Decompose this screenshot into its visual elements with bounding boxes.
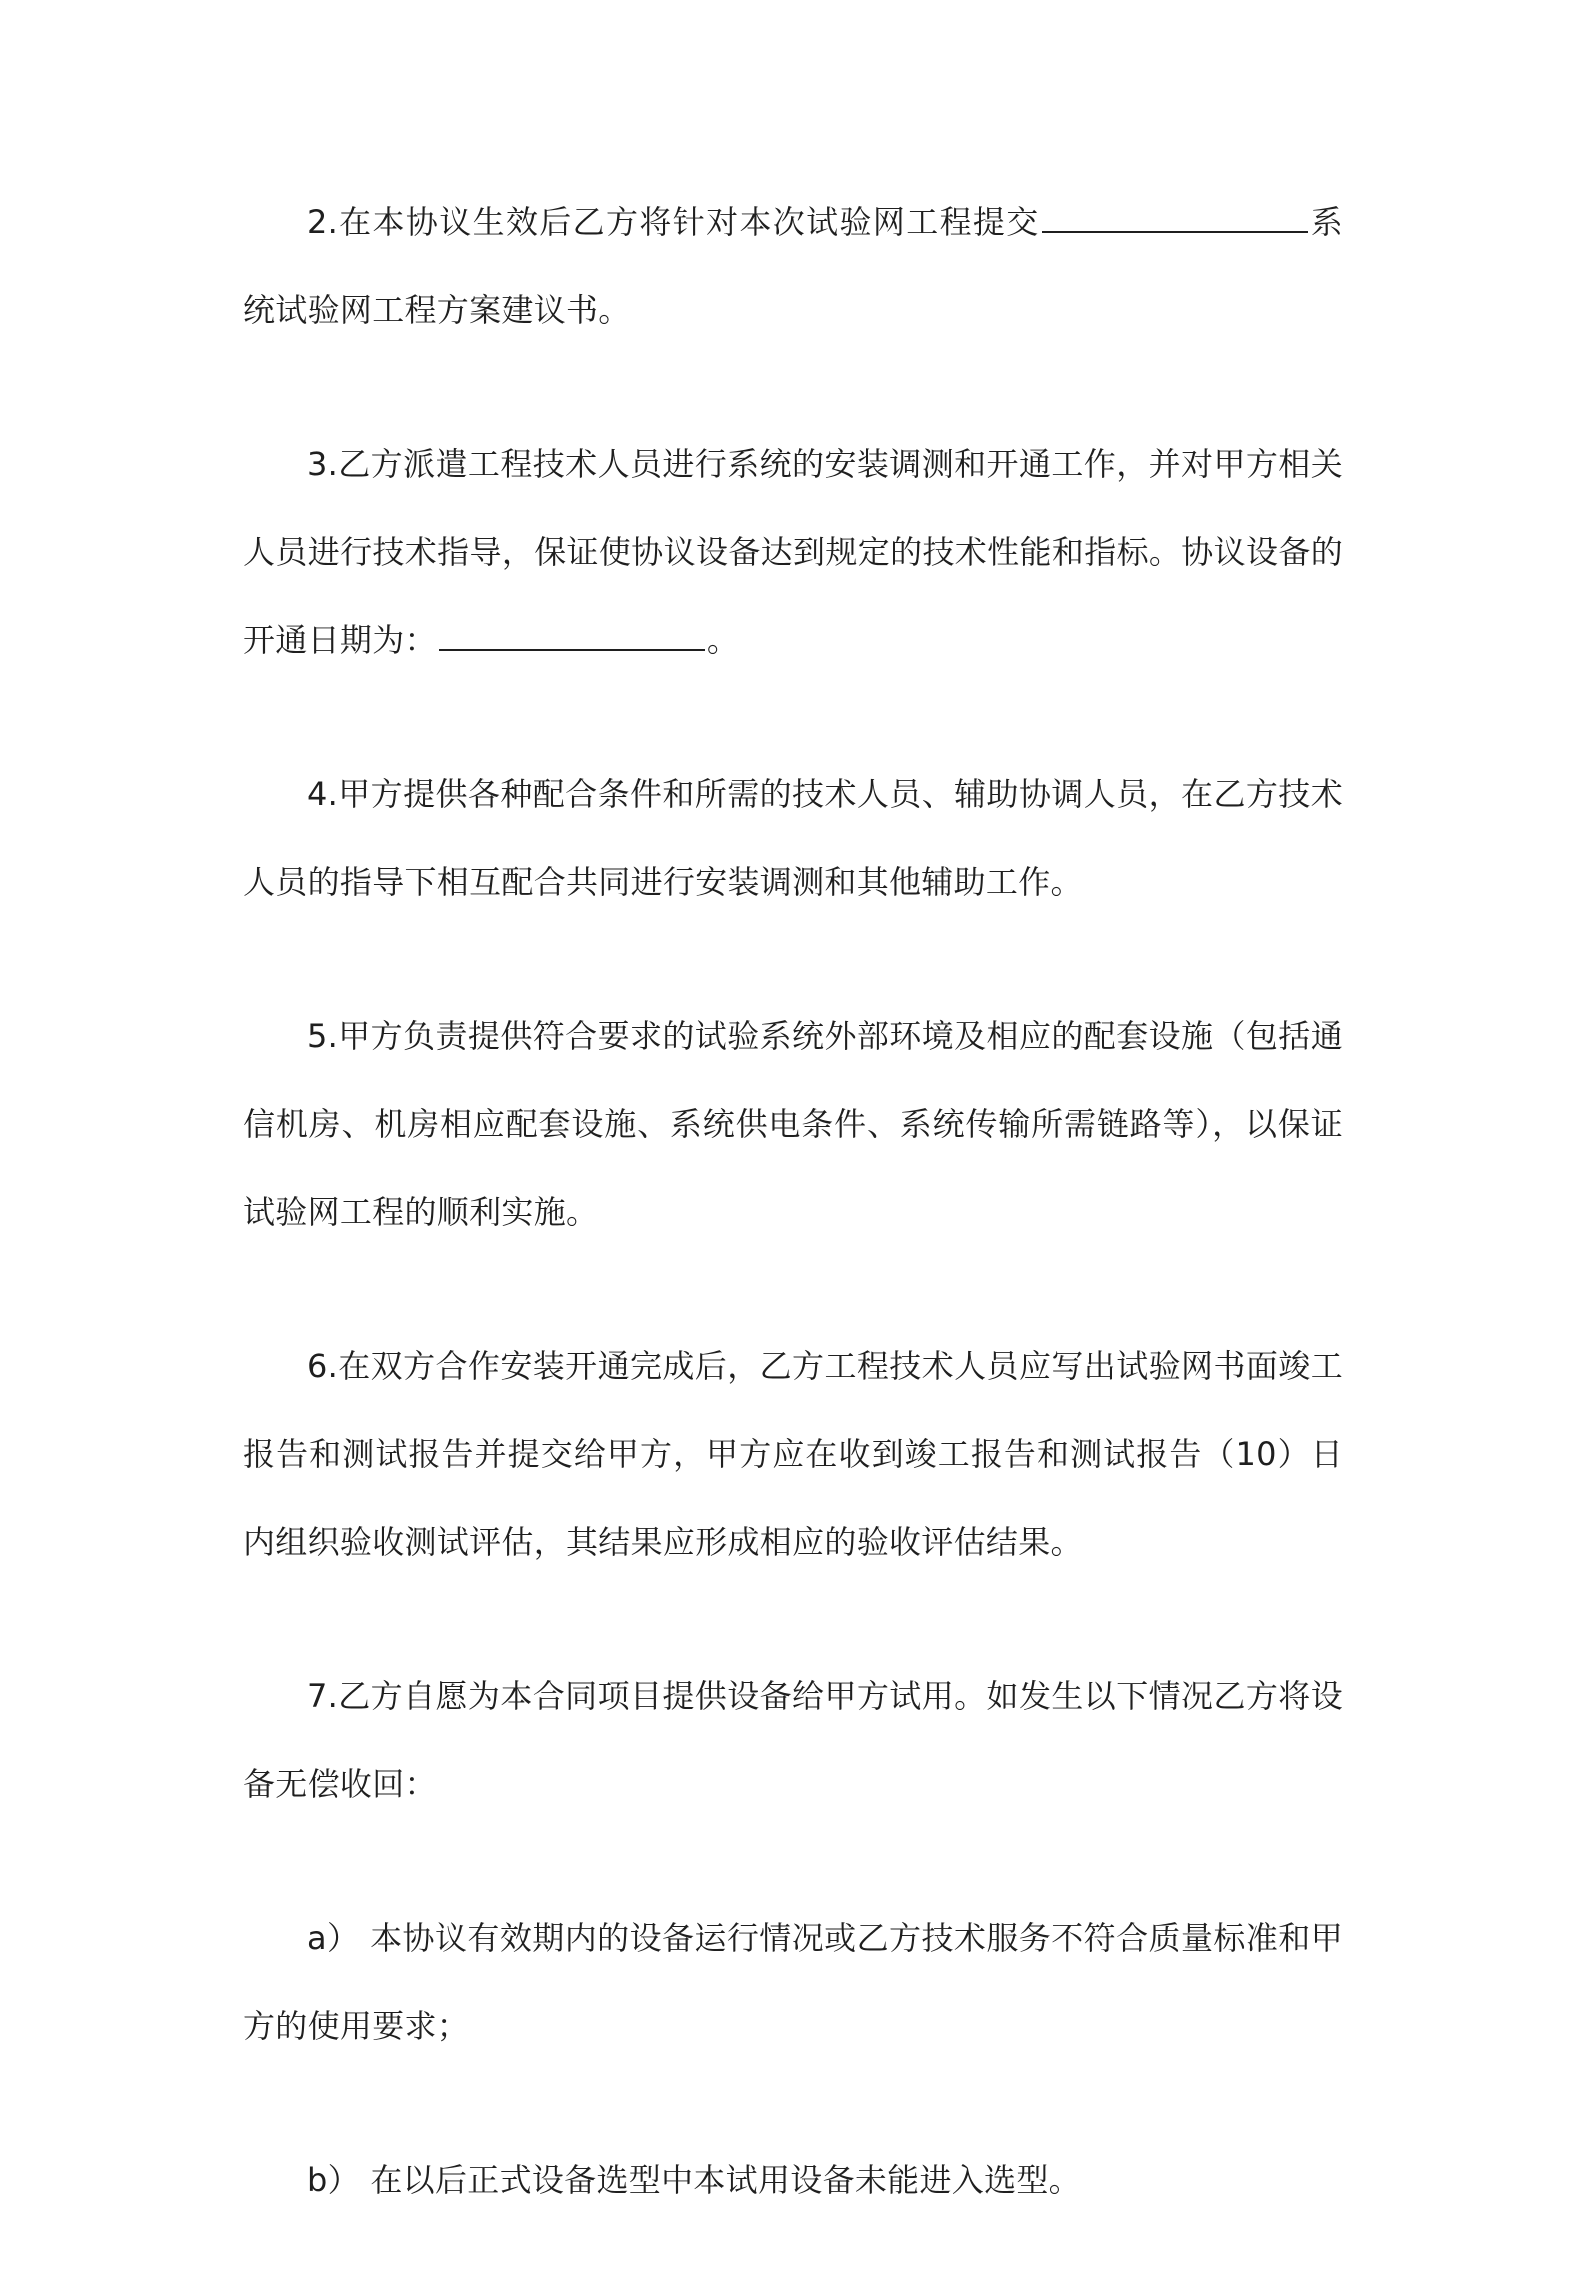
clause-7-item-b: b） 在以后正式设备选型中本试用设备未能进入选型。 xyxy=(307,2161,1081,2199)
clause-6: 6.在双方合作安装开通完成后，乙方工程技术人员应写出试验网书面竣工报告和测试报告并提交给甲方，甲方应在收到竣工报告和测试报告（10）日内组织验收测试评估，其结果应形成相应的验收评估结果。 xyxy=(243,1347,1343,1561)
clause-3-text-after: 。 xyxy=(706,621,740,659)
clause-2-text-before: 2.在本协议生效后乙方将针对本次试验网工程提交 xyxy=(307,203,1040,241)
proposal-system-blank xyxy=(1042,202,1308,233)
clause-3 xyxy=(243,420,1343,684)
clause-2-text-after: 系统试验网工程方案建议书。 xyxy=(243,203,1343,329)
clause-3-text-before: 3.乙方派遣工程技术人员进行系统的安装调测和开通工作，并对甲方相关人员进行技术指导，保证使协议设备达到规定的技术性能和指标。协议设备的开通日期为： xyxy=(243,445,1343,659)
clause-7-item-a: a） 本协议有效期内的设备运行情况或乙方技术服务不符合质量标准和甲方的使用要求； xyxy=(243,1919,1343,2045)
clause-5: 5.甲方负责提供符合要求的试验系统外部环境及相应的配套设施（包括通信机房、机房相应配套设施、系统供电条件、系统传输所需链路等），以保证试验网工程的顺利实施。 xyxy=(243,1017,1343,1231)
clause-7: 7.乙方自愿为本合同项目提供设备给甲方试用。如发生以下情况乙方将设备无偿收回： xyxy=(243,1677,1343,1803)
activation-date-blank xyxy=(439,620,705,651)
clause-2 xyxy=(243,178,1343,354)
clause-4: 4.甲方提供各种配合条件和所需的技术人员、辅助协调人员，在乙方技术人员的指导下相互配合共同进行安装调测和其他辅助工作。 xyxy=(243,775,1343,901)
document-body xyxy=(243,178,1343,2290)
